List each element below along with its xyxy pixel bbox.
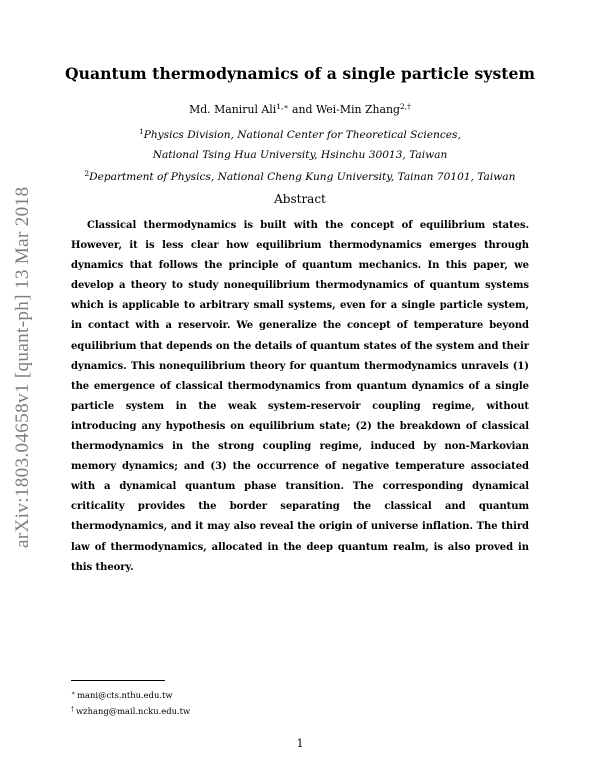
footnote-email-1: ∗ mani@cts.nthu.edu.tw — [71, 690, 173, 700]
abstract-heading: Abstract — [274, 192, 326, 206]
footnote-mark: ∗ — [71, 690, 76, 697]
author-affiliation-mark: 2,† — [400, 102, 411, 111]
affiliation-2: $^2$Department of Physics, National Cheng Kung University, Tainan 70101, Taiwan — [84, 169, 516, 183]
author-list — [0, 102, 600, 116]
affiliation-mark: 2 — [84, 169, 90, 178]
page-number: 1 — [296, 737, 304, 750]
affiliation-mark: 1 — [139, 127, 144, 136]
footnote-email-2: † wzhang@mail.ncku.edu.tw — [71, 706, 191, 716]
affiliation-1-line-2: National Tsing Hua University, Hsinchu 30013, Taiwan — [152, 149, 448, 161]
abstract-body — [71, 216, 529, 578]
footnote-mark: † — [71, 706, 74, 713]
footnote-rule — [71, 680, 165, 681]
author-conjunction: and — [291, 103, 313, 116]
arxiv-identifier: arXiv:1803.04658v1 [quant-ph] 13 Mar 2018 — [12, 186, 33, 548]
author-name: Md. Manirul Ali — [189, 103, 277, 116]
abstract-paragraph: Classical thermodynamics is built with the concept of equilibrium states. However, it is less clear how equilibrium thermodynamics emerges through dynamics that follows the principle of quantum mechanics. In this paper, we develop a theory to study nonequilibrium thermodynamics of quantum systems which is applicable to arbitrary small systems, even for a single particle system, in contact with a reservoir. We generalize the concept of temperature beyond equilibrium that depends on the details of quantum states of the system and their dynamics. This nonequilibrium theory for quantum thermodynamics unravels (1) the emergence of classical thermodynamics from quantum dynamics of a single particle system in the weak system-reservoir coupling regime, without introducing any hypothesis on equilibrium state; (2) the breakdown of classical thermodynamics in the strong coupling regime, induced by non-Markovian memory dynamics; and (3) the occurrence of negative temperature associated with a dynamical quantum phase transition. The corresponding dynamical criticality provides the border separating the classical and quantum thermodynamics, and it may also reveal the origin of universe inflation. The third law of thermodynamics, allocated in the deep quantum realm, is also proved in this theory. — [71, 220, 529, 573]
author-affiliation-mark: 1,∗ — [276, 102, 289, 111]
paper-title: Quantum thermodynamics of a single particle system — [64, 64, 536, 83]
author-name: Wei-Min Zhang — [315, 103, 401, 116]
affiliation-1-line-1: $^1$Physics Division, National Center for Theoretical Sciences, — [139, 127, 461, 141]
